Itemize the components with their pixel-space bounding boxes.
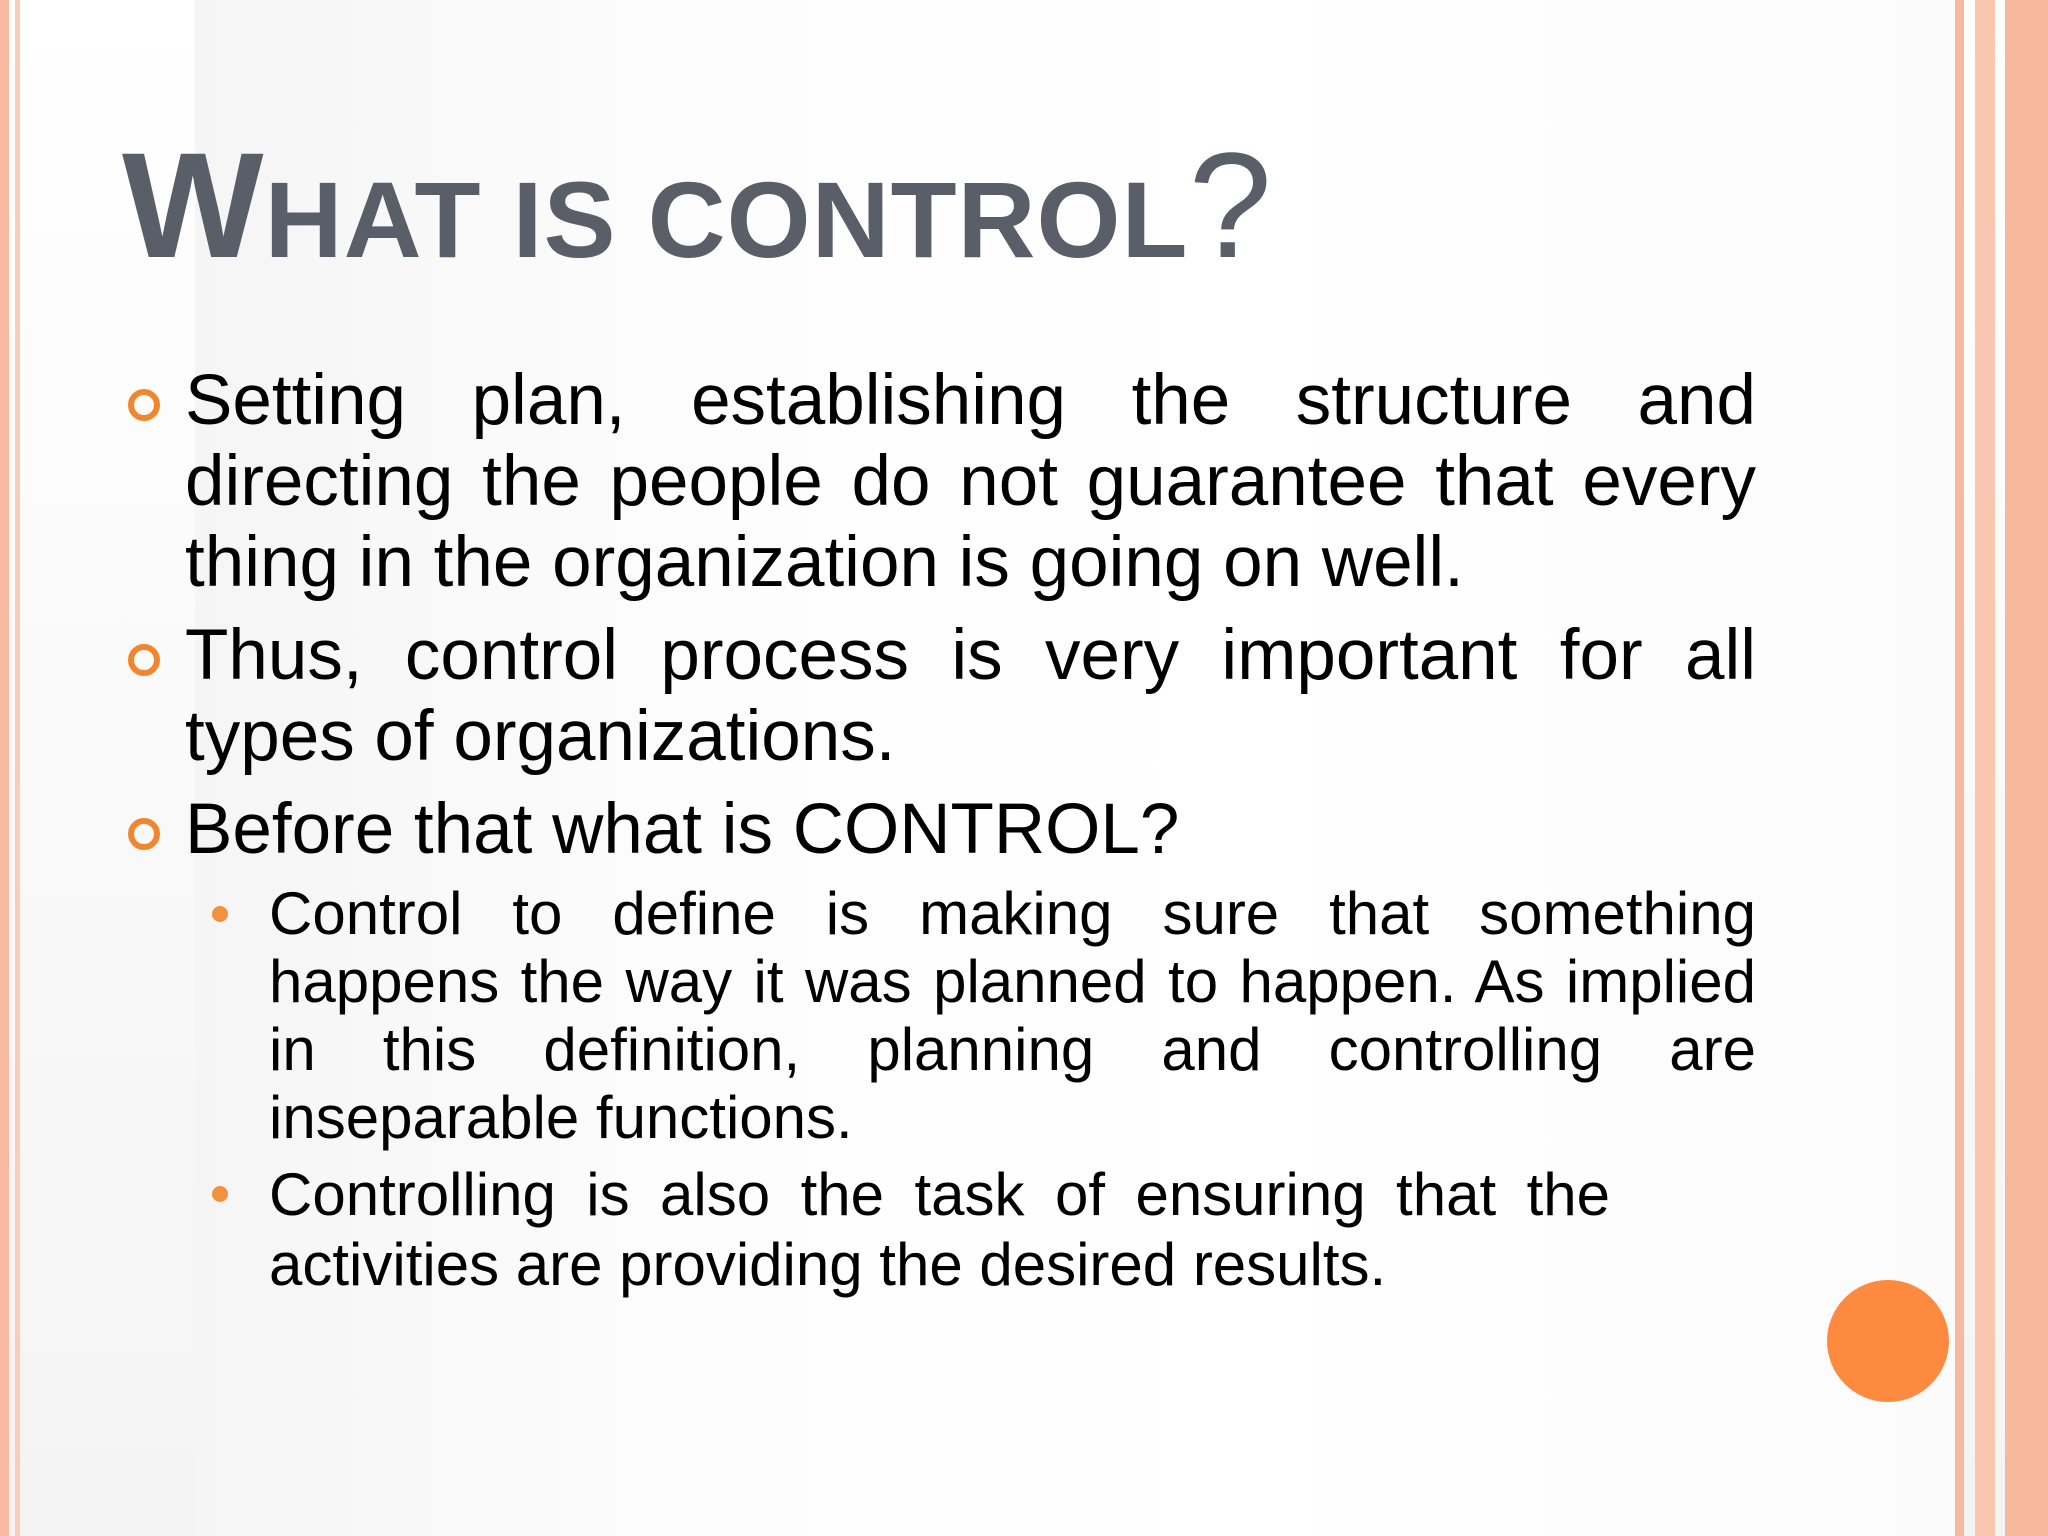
bullet-text: Setting plan, establishing the structure and directing the people do not guarantee that every thing in the organization is going on well. (185, 361, 1756, 602)
ring-bullet-icon (128, 389, 160, 421)
left-border-stripe (0, 0, 9, 1536)
bullet-item (128, 789, 1756, 870)
left-border-thin-stripe (15, 0, 20, 1536)
sub-bullet-text: Control to define is making sure that something happens the way it was planned to happen. As implied in this definition, planning and controlling are inseparable functions. (269, 880, 1756, 1151)
sub-bullet-item (210, 1160, 1610, 1300)
right-border-stripe-outer (2005, 0, 2048, 1536)
title-first-letter: W (122, 121, 265, 289)
bullet-item (128, 360, 1756, 603)
ring-bullet-icon (128, 818, 160, 850)
title-rest: HAT IS CONTROL (264, 159, 1189, 280)
right-border-stripe (1955, 0, 1964, 1536)
bullet-text: Before that what is CONTROL? (185, 790, 1180, 869)
orange-accent-circle (1827, 1280, 1949, 1402)
dot-bullet-icon (212, 1186, 228, 1202)
bullet-item (128, 615, 1756, 777)
sub-bullet-list (128, 880, 1756, 1300)
bullet-list (128, 360, 1756, 1308)
right-border-stripe-middle (1975, 0, 1995, 1536)
sub-bullet-text: Controlling is also the task of ensuring that the activities are providing the desired results. (269, 1161, 1610, 1298)
dot-bullet-icon (212, 906, 228, 922)
title-question-mark: ? (1188, 121, 1273, 289)
slide-title (122, 121, 1273, 289)
ring-bullet-icon (128, 644, 160, 676)
bullet-text: Thus, control process is very important for all types of organizations. (185, 616, 1756, 776)
sub-bullet-item (210, 880, 1756, 1152)
